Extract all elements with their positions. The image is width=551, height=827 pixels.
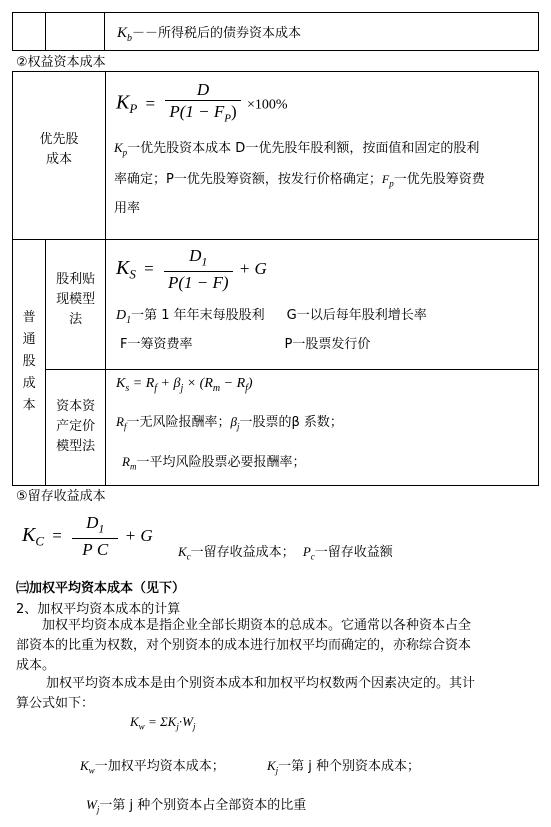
- wacc-heading: ㈢加权平均资本成本（见下）: [16, 581, 186, 596]
- top-table-cell-2: [46, 13, 105, 51]
- preferred-label: 优先股 成本: [39, 131, 79, 167]
- preferred-fraction: $\frac{D}{P(1 - F_P)}$: [165, 80, 240, 129]
- wacc-paragraph-2: 加权平均资本成本是由个别资本成本和加权平均权数两个因素决定的。其计 算公式如下：: [16, 676, 476, 711]
- dividend-model-fraction: $\frac{D_1}{P(1 - F)}$: [164, 246, 233, 294]
- capm-description: $R_f$一无风险报酬率；$\beta_j$一股票的β 系数； $R_m$一平均风险股票必要报酬率；: [116, 413, 343, 472]
- common-stock-label-char: 本: [22, 398, 36, 414]
- common-stock-label-cell: [13, 240, 46, 486]
- retained-formula: $K_C$ = $\frac{D_1}{\text{P C}}$ + G: [22, 513, 153, 560]
- equity-heading: ②权益资本成本: [16, 55, 106, 70]
- capm-formula: $K_s = R_f + \beta_j \times (R_m - R_f)$: [116, 376, 253, 394]
- preferred-description: $K_p$一优先股资本成本 D一优先股年股利额，按面值和固定的股利 率确定；P一优先股筹资额，按发行价格确定；$F_p$一优先股筹资费 用率: [114, 140, 485, 217]
- top-table-cell-1: [13, 13, 46, 51]
- common-stock-label-char: 成: [22, 376, 36, 392]
- retained-fraction: $\frac{D_1}{\text{P C}}$: [72, 513, 118, 561]
- preferred-content-cell: [106, 72, 539, 240]
- dividend-model-label-cell: [46, 240, 106, 370]
- capm-label-cell: [46, 370, 106, 486]
- retained-description: $K_c$一留存收益成本； $P_c$一留存收益额: [178, 544, 393, 562]
- kb-description: －－所得税后的债券资本成本: [132, 26, 302, 41]
- dividend-model-label: 股利贴 现模型 法: [56, 271, 96, 327]
- dividend-model-formula: $K_S$ = $\frac{D_1}{P(1 - F)}$ + G: [116, 246, 267, 293]
- preferred-label-cell: [13, 72, 106, 240]
- common-stock-label-char: 通: [22, 332, 36, 348]
- equity-table: [12, 71, 539, 486]
- common-stock-label-char: 普: [22, 310, 36, 326]
- kb-symbol: $K_b$: [117, 25, 133, 44]
- top-table-cell-kb: [105, 13, 539, 51]
- wacc-description-row1: $K_w$一加权平均资本成本； $K_j$一第 j 种个别资本成本；: [80, 758, 421, 776]
- common-stock-label-char: 股: [22, 354, 36, 370]
- wacc-paragraph-1: 加权平均资本成本是指企业全部长期资本的总成本。它通常以各种资本占全 部资本的比重为权数，对个别资本的成本进行加权平均而确定的，亦称综合资本 成本。: [16, 618, 472, 673]
- capm-content-cell: [106, 370, 539, 486]
- dividend-model-content-cell: [106, 240, 539, 370]
- wacc-formula: $K_w = \Sigma K_j\cdot W_j$: [130, 714, 196, 732]
- dividend-model-description: $D_1$一第 1 年年末每股股利 G一以后每年股利增长率 F一筹资费率 P一股票发行价: [116, 308, 427, 353]
- capm-label: 资本资 产定价 模型法: [56, 399, 96, 455]
- common-stock-label: [13, 307, 45, 417]
- top-table: [12, 12, 539, 51]
- retained-heading: ⑤留存收益成本: [16, 489, 106, 504]
- preferred-formula: $K_P$ = $\frac{D}{P(1 - F_P)}$ ×100%: [106, 72, 538, 129]
- wacc-subheading: 2、加权平均资本成本的计算: [16, 602, 181, 617]
- wacc-description-row2: $W_j$一第 j 种个别资本占全部资本的比重: [86, 797, 307, 815]
